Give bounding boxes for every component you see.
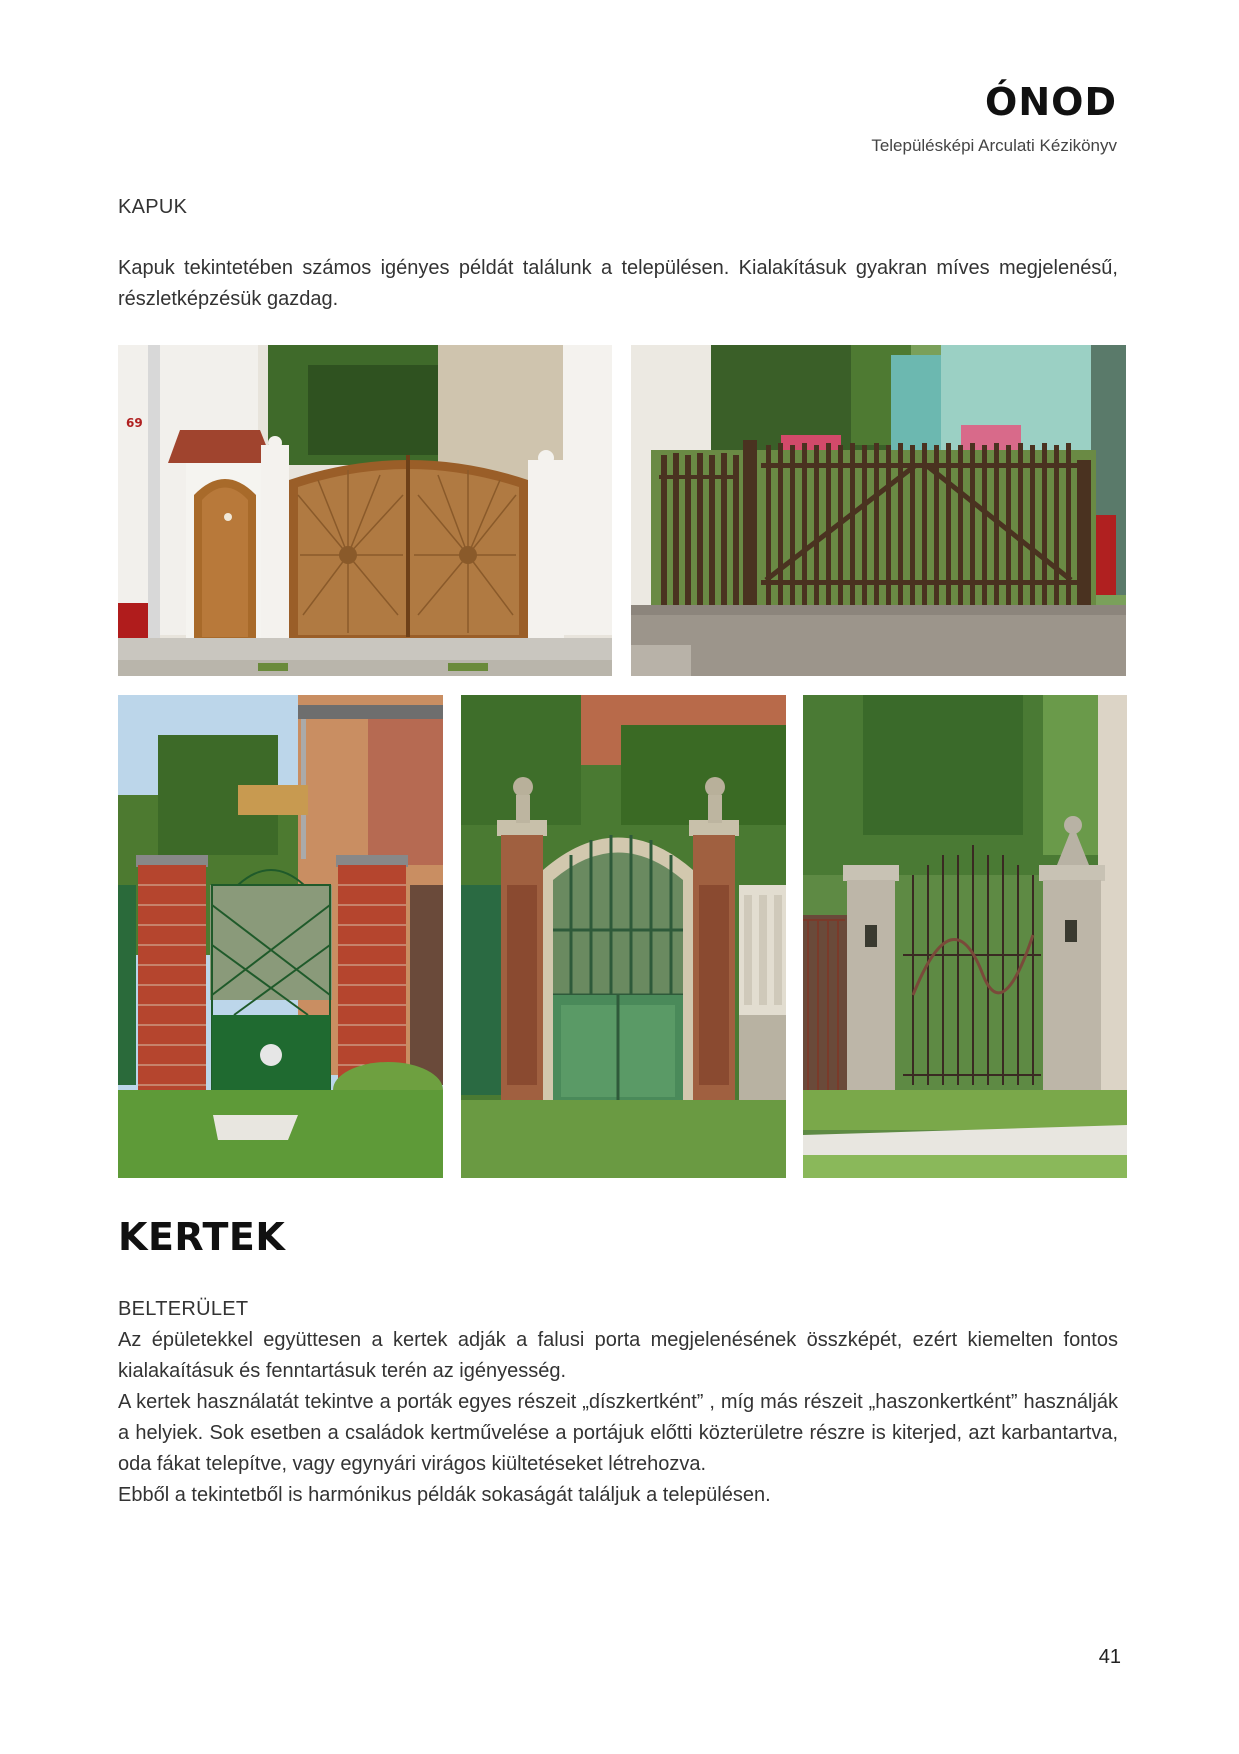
gardens-heading: KERTEK xyxy=(118,1215,286,1259)
gates-paragraph: Kapuk tekintetében számos igényes példát találunk a településen. Kialakításuk gyakran míves megjelenésű, részletképzésük gazdag. xyxy=(118,257,1118,310)
house-number-label: 69 xyxy=(126,416,143,430)
document-title: ÓNOD xyxy=(985,80,1117,124)
gardens-paragraph: A kertek használatát tekintve a porták egyes részeit „díszkertként” , míg más részeit „haszonkertként” használják a helyiek. Sok esetben a családok kertművelése a portájuk előtti közterületre részre is kiterjed, azt karbantartva, oda fákat telepítve, vagy egynyári virágos kiültetéseket létrehozva. xyxy=(118,1391,1118,1475)
document-subtitle: Településképi Arculati Kézikönyv xyxy=(871,136,1117,155)
arched-green-gate-photo xyxy=(461,695,786,1178)
gardens-section-label: BELTERÜLET xyxy=(118,1298,249,1320)
stone-pillar-iron-gate-photo xyxy=(803,695,1127,1178)
gates-section-label: KAPUK xyxy=(118,196,188,218)
gardens-paragraph: Az épületekkel együttesen a kertek adják a falusi porta megjelenésének összképét, ezért kiemelten fontos kialakaításuk és fenntartásuk terén az igényesség. xyxy=(118,1329,1118,1382)
gardens-text-block xyxy=(118,1325,1118,1511)
page-number: 41 xyxy=(1098,1646,1121,1668)
gardens-paragraph: Ebből a tekintetből is harmónikus példák sokaságát találjuk a településen. xyxy=(118,1484,771,1506)
brick-pillar-green-gate-photo xyxy=(118,695,443,1178)
wooden-picket-gate-photo xyxy=(631,345,1126,676)
wooden-sunburst-gate-photo xyxy=(118,345,612,676)
